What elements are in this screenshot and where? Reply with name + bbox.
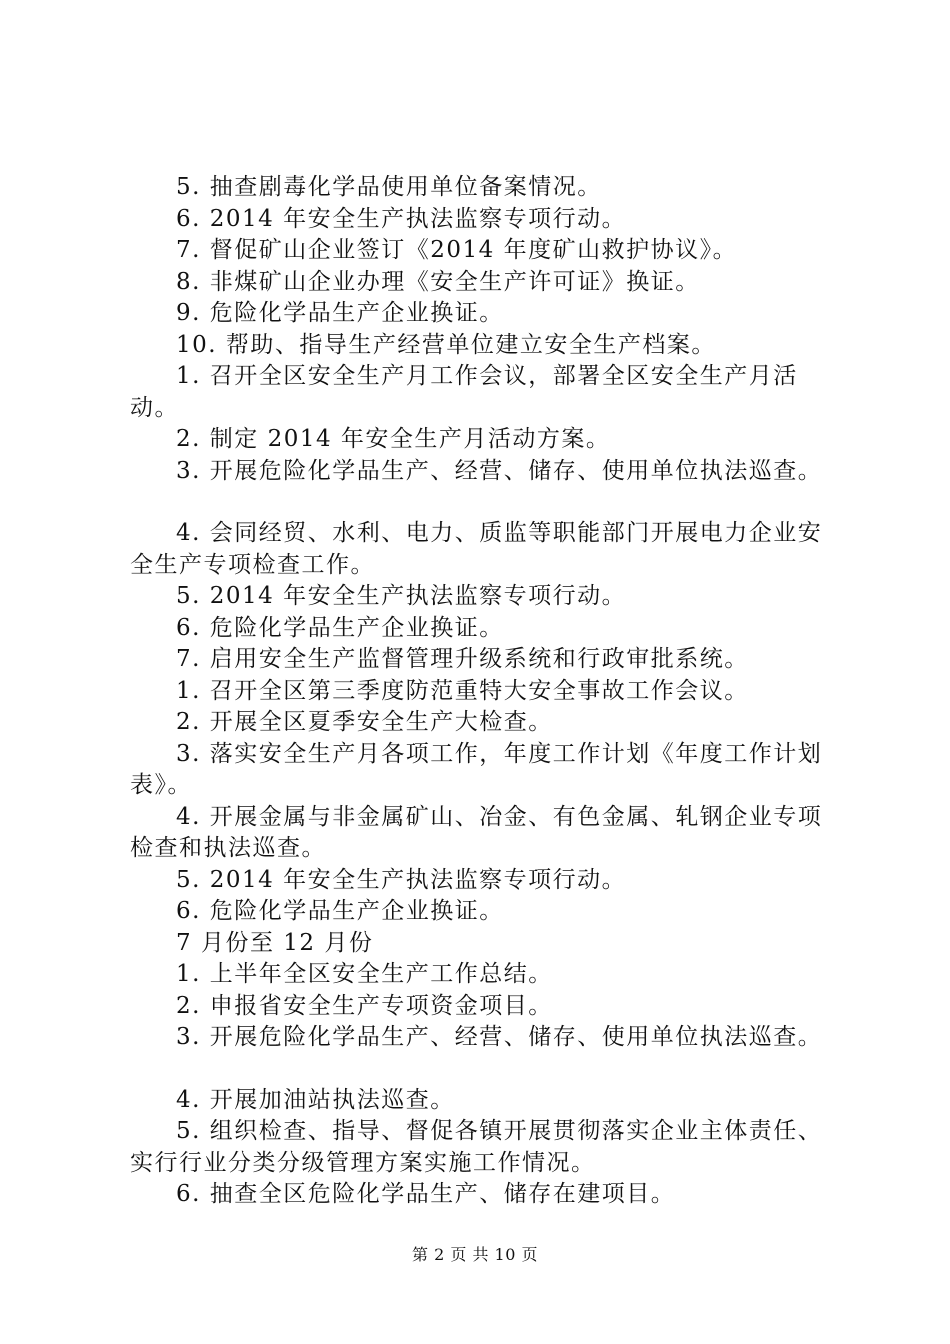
paragraph-5: 9. 危险化学品生产企业换证。 [176,300,504,326]
paragraph-6: 10. 帮助、指导生产经营单位建立安全生产档案。 [176,331,716,358]
paragraph-19: 6. 危险化学品生产企业换证。 [176,898,504,924]
document-body [130,172,842,1211]
paragraph-16: 3. 落实安全生产月各项工作，年度工作计划《年度工作计划表》。 [130,740,823,798]
paragraph-12: 6. 危险化学品生产企业换证。 [176,614,504,641]
paragraph-8: 2. 制定 2014 年安全生产月活动方案。 [176,426,611,452]
paragraph-9: 3. 开展危险化学品生产、经营、储存、使用单位执法巡查。 [176,457,823,484]
page-number-footer: 第 2 页 共 10 页 [412,1245,538,1264]
paragraph-3: 7. 督促矿山企业签订《2014 年度矿山救护协议》。 [176,237,738,263]
paragraph-4: 8. 非煤矿山企业办理《安全生产许可证》换证。 [176,268,700,295]
paragraph-2: 6. 2014 年安全生产执法监察专项行动。 [176,205,627,232]
paragraph-7: 1. 召开全区安全生产月工作会议，部署全区安全生产月活动。 [130,363,798,421]
paragraph-15: 2. 开展全区夏季安全生产大检查。 [176,709,553,735]
paragraph-11: 5. 2014 年安全生产执法监察专项行动。 [176,583,627,609]
paragraph-26: 6. 抽查全区危险化学品生产、储存在建项目。 [176,1181,676,1207]
paragraph-18: 5. 2014 年安全生产执法监察专项行动。 [176,866,627,893]
paragraph-1: 5. 抽查剧毒化学品使用单位备案情况。 [176,174,602,200]
paragraph-24: 4. 开展加油站执法巡查。 [176,1086,455,1113]
paragraph-21: 1. 上半年全区安全生产工作总结。 [176,961,553,987]
paragraph-22: 2. 申报省安全生产专项资金项目。 [176,992,553,1019]
paragraph-25: 5. 组织检查、指导、督促各镇开展贯彻落实企业主体责任、实行行业分类分级管理方案实施工作情况。 [130,1118,823,1176]
section-heading-jul-dec: 7 月份至 12 月份 [176,929,374,956]
paragraph-10: 4. 会同经贸、水利、电力、质监等职能部门开展电力企业安全生产专项检查工作。 [130,520,823,578]
paragraph-23: 3. 开展危险化学品生产、经营、储存、使用单位执法巡查。 [176,1024,823,1050]
paragraph-14: 1. 召开全区第三季度防范重特大安全事故工作会议。 [176,677,749,704]
paragraph-17: 4. 开展金属与非金属矿山、冶金、有色金属、轧钢企业专项检查和执法巡查。 [130,803,823,861]
paragraph-13: 7. 启用安全生产监督管理升级系统和行政审批系统。 [176,646,749,672]
